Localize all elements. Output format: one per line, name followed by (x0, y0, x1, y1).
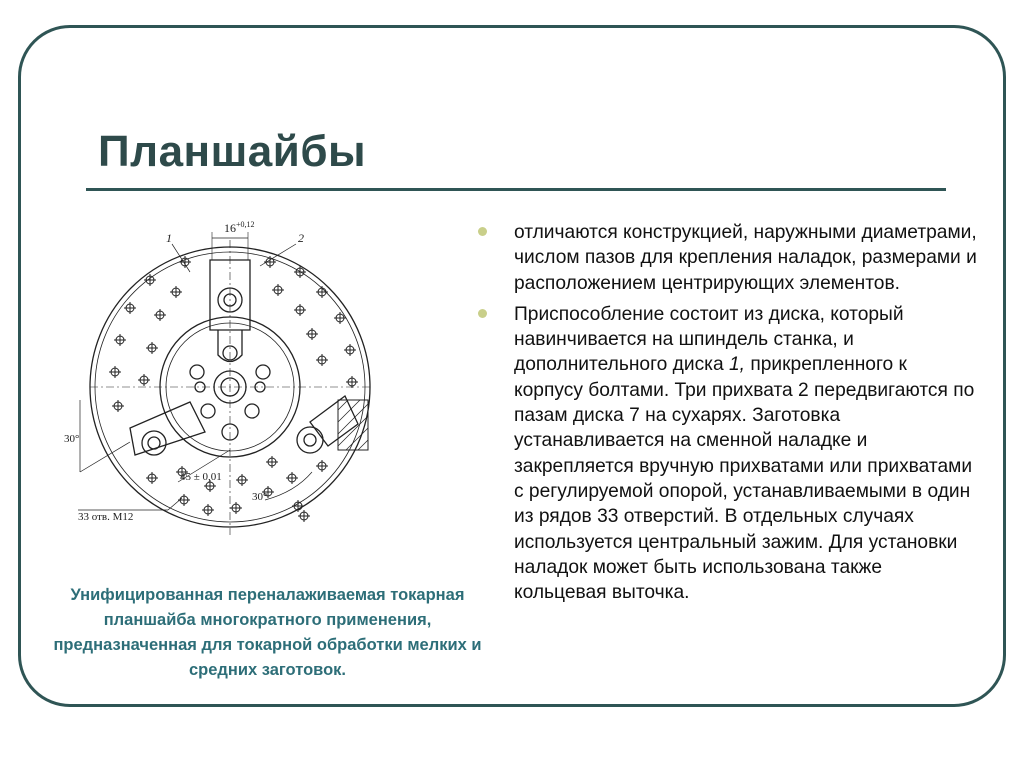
holes-label: 33 отв. М12 (78, 511, 134, 523)
bullet-text: отличаются конструкцией, наружными диаметрами, числом пазов для крепления наладок, размерами и расположением центрирующих элементов. (514, 222, 977, 294)
bullet-dot-icon (478, 227, 487, 236)
hole-marker (112, 400, 124, 412)
bullet-item (478, 302, 978, 606)
hole-marker (154, 309, 166, 321)
hole-marker (316, 286, 328, 298)
hole-marker (202, 504, 214, 516)
hole-marker (236, 474, 248, 486)
hole-marker (286, 472, 298, 484)
hole-marker (124, 302, 136, 314)
hole-marker (316, 460, 328, 472)
bullet-item (478, 220, 978, 296)
hole-marker (298, 510, 310, 522)
bullet-emphasis: 1, (729, 354, 746, 376)
hole-marker (170, 286, 182, 298)
bullet-list (478, 220, 978, 611)
angle-bottom-label: 30° (252, 491, 268, 503)
slide-title: Планшайбы (98, 127, 367, 176)
hole-marker (146, 342, 158, 354)
title-rule (86, 188, 946, 191)
dim-45-label: 45 ± 0,01 (180, 471, 222, 483)
hole-marker (178, 494, 190, 506)
bullet-text-part: Приспособление состоит из диска, который навинчивается на шпиндель станка, и дополнительного диска (514, 303, 904, 376)
figure-caption: Унифицированная переналаживаемая токарная планшайба многократного применения, предназначенная для токарной обработки мелких и средних заготовок. (53, 586, 482, 679)
hole-marker (334, 312, 346, 324)
hole-marker (316, 354, 328, 366)
callout-label-2: 2 (298, 231, 304, 245)
callout-label-1: 1 (166, 231, 172, 245)
hole-marker (306, 328, 318, 340)
dim-width-label: $16^{+0,12}$ (224, 220, 255, 235)
angle-left-label: 30° (64, 433, 80, 445)
hole-marker (344, 344, 356, 356)
bullet-text-part: прикрепленного к корпусу болтами. Три прихвата 2 передвигаются по пазам диска 7 на сухарях. Заготовка устанавливается на сменной наладке и закрепляется вручную прихватами или прихватами с регулируемой опорой, устанавливаемыми в один из рядов 33 отверстий. В отдельных случаях используется центральный зажим. Для установки наладок может быть использована также кольцевая выточка. (514, 354, 975, 604)
hole-marker (346, 376, 358, 388)
hole-marker (146, 472, 158, 484)
hole-marker (230, 502, 242, 514)
hole-marker (272, 284, 284, 296)
hole-marker (114, 334, 126, 346)
hole-marker (138, 374, 150, 386)
hole-marker (294, 304, 306, 316)
hole-marker (264, 256, 276, 268)
faceplate-drawing (60, 210, 400, 550)
hole-marker (266, 456, 278, 468)
bullet-dot-icon (478, 309, 487, 318)
hole-marker (292, 500, 304, 512)
hole-marker (109, 366, 121, 378)
